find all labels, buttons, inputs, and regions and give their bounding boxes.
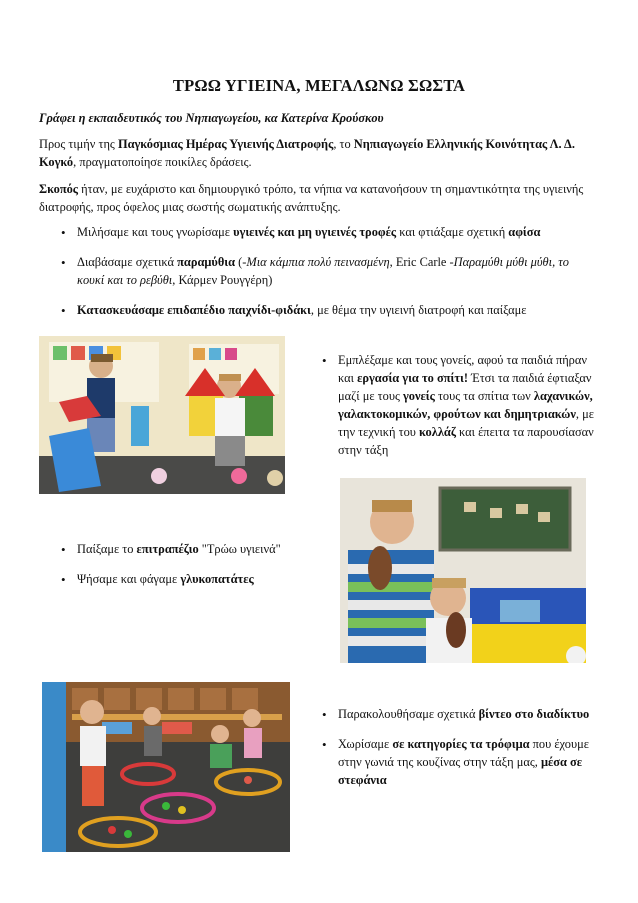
list-item: • Εμπλέξαμε και τους γονείς, αφού τα παιδιά πήραν και εργασία για το σπίτι! Έτσι τα παιδιά έφτιαξαν μαζί με τους γονείς τους τα σπίτια των λαχανικών, γαλακτοκομικών, φρούτων και δημητριακών, με την τεχνική του κολλάζ και έπειτα τα παρουσίασαν στην τάξη <box>300 352 600 460</box>
list-item: • Παρακολουθήσαμε σχετικά βίντεο στο διαδίκτυο <box>300 706 600 724</box>
list-item: • Κατασκευάσαμε επιδαπέδιο παιχνίδι-φιδάκι, με θέμα την υγιεινή διατροφή και παίξαμε <box>39 302 584 320</box>
page-title: ΤΡΩΩ ΥΓΙΕΙΝΑ, ΜΕΓΑΛΩΝΩ ΣΩΣΤΑ <box>172 76 466 95</box>
food-hoops-photo <box>42 682 290 852</box>
sweet-potatoes-photo <box>340 478 586 663</box>
activities-list-middle <box>39 541 329 601</box>
activities-list-top <box>39 224 584 332</box>
classroom-poster-photo <box>39 336 285 494</box>
list-item: • Χωρίσαμε σε κατηγορίες τα τρόφιμα που έχουμε στην γωνιά της κουζίνας στην τάξη μας, μέσα σε στεφάνια <box>300 736 600 790</box>
list-item: • Ψήσαμε και φάγαμε γλυκοπατάτες <box>39 571 329 589</box>
activities-list-bottom <box>300 706 600 802</box>
list-item: • Μιλήσαμε και τους γνωρίσαμε υγιεινές και μη υγιεινές τροφές και φτιάξαμε σχετική αφίσα <box>39 224 584 242</box>
aim-paragraph: Σκοπός ήταν, με ευχάριστο και δημιουργικό τρόπο, τα νήπια να κατανοήσουν τη σημαντικότητα της υγιεινής διατροφής, προς όφελος μιας σωστής σωματικής ανάπτυξης. <box>39 182 584 214</box>
list-item: • Διαβάσαμε σχετικά παραμύθια (-Μια κάμπια πολύ πεινασμένη, Eric Carle -Παραμύθι μύθι μύθι, το κουκί και το ρεβύθι, Κάρμεν Ρουγγέρη) <box>39 254 584 290</box>
intro-paragraph: Προς τιμήν της Παγκόσμιας Ημέρας Υγιεινής Διατροφής, το Νηπιαγωγείο Ελληνικής Κοινότητας Λ. Δ. Κογκό, πραγματοποίησε ποικίλες δράσεις. <box>39 137 575 169</box>
author-line: Γράφει η εκπαιδευτικός του Νηπιαγωγείου, κα Κατερίνα Κρούσκου <box>39 111 384 125</box>
list-item: • Παίξαμε το επιτραπέζιο "Τρώω υγιεινά" <box>39 541 329 559</box>
home-assignment-list <box>300 352 600 472</box>
